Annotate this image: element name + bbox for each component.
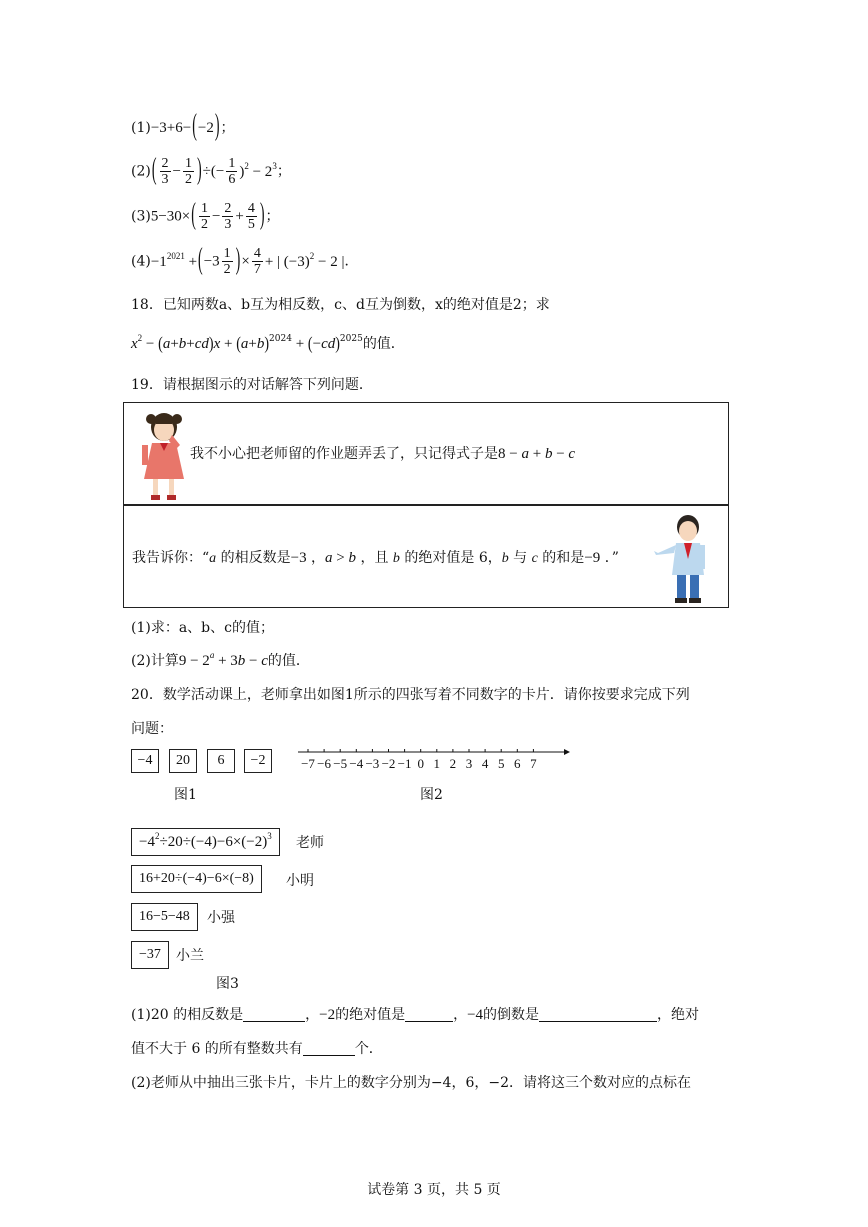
number-line-tick-label: −4 <box>349 756 364 771</box>
fig2-caption: 图2 <box>420 787 443 803</box>
dialog-girl-panel <box>123 402 729 506</box>
q19-part1-text: (1)求：a、b、c的值； <box>131 620 274 636</box>
q20-text-line1: 数学活动课上，老师拿出如图1所示的四张写着不同数字的卡片．请你按要求完成下列 <box>162 687 690 703</box>
q18-expression: $x^2 - (a+b+cd)x + (a+b)^{2024} + (-cd)^{2025}$的值． <box>131 333 405 354</box>
q17-part1-label: (1) <box>131 120 151 136</box>
answer-blank-4[interactable] <box>303 1040 355 1056</box>
q19-text: 请根据图示的对话解答下列问题． <box>162 377 373 393</box>
number-line-tick-label: 7 <box>530 756 537 771</box>
answer-blank-2[interactable] <box>405 1006 453 1022</box>
fig3-caption: 图3 <box>216 976 239 992</box>
q17-part3-label: (3) <box>131 208 151 225</box>
q20-part1-line2-prefix: 值不大于 6 的所有整数共有 <box>131 1041 303 1057</box>
card-1: −4 <box>131 749 159 773</box>
q19-part2-suffix: 的值． <box>267 653 310 669</box>
calc-xiaolan-name: 小兰 <box>176 948 204 964</box>
boy-speech: 我告诉你：“a 的相反数是−3 ，a > b ，且 b 的绝对值是 6，b 与 c 的和是−9 ．” <box>132 550 619 566</box>
q20-text-line2: 问题： <box>131 721 173 737</box>
number-line-tick-label: 0 <box>417 756 424 771</box>
girl-speech: 我不小心把老师留的作业题弄丢了，只记得式子是8 − a + b − c <box>190 446 576 462</box>
calc-xiaoqiang-name: 小强 <box>207 910 235 926</box>
number-line-tick-label: −5 <box>333 756 348 771</box>
card-2: 20 <box>169 749 197 773</box>
q20-part1-line2-suffix: 个． <box>354 1041 383 1057</box>
fig1-caption: 图1 <box>174 787 197 803</box>
q17-part2: (2)( $\frac{2}{3}$ − $\frac{1}{2}$ )÷(− $\frac{1}{6}$ )$^2 - 2^3$； <box>131 153 291 187</box>
number-line-tick-label: 3 <box>465 756 473 771</box>
answer-blank-3[interactable] <box>539 1006 657 1022</box>
q19-part2: (2)计算$9 - 2^a + 3b - c$的值． <box>131 650 310 669</box>
q20-stem-line2 <box>131 718 173 738</box>
q18-stem <box>131 294 550 314</box>
number-line-tick-label: −7 <box>301 756 315 771</box>
q18-text: 已知两数a、b互为相反数，c、d互为倒数，x的绝对值是2；求 <box>162 297 550 313</box>
q20-stem-line1 <box>131 684 690 704</box>
q20-number: 20． <box>131 687 163 703</box>
q20-part2-text: (2)老师从中抽出三张卡片，卡片上的数字分别为−4，6，−2．请将这三个数对应的点标在 <box>131 1075 692 1091</box>
q20-part1-line1: (1)20 的相反数是 ，−2的绝对值是 ，−4的倒数是 ，绝对 <box>131 1007 700 1023</box>
number-line-tick-label: 6 <box>514 756 521 771</box>
calc-teacher-name: 老师 <box>296 835 324 851</box>
q17-part1: (1)−3+6−(−2)； <box>131 110 235 144</box>
dialog-boy-panel <box>123 504 729 608</box>
calc-xiaoming-name: 小明 <box>286 873 314 889</box>
calc-teacher-box: $-4^2\div 20\div(-4)-6\times(-2)^3$ <box>131 828 280 856</box>
q20-part1-line2 <box>131 1038 383 1058</box>
number-line-tick-label: 5 <box>497 756 505 771</box>
q17-part2-label: (2) <box>131 163 151 180</box>
number-line <box>292 744 572 774</box>
number-line-tick-label: 4 <box>481 756 489 771</box>
q17-part3: (3)5−30×( $\frac{1}{2}$ − $\frac{2}{3}$ + $\frac{4}{5}$ )； <box>131 198 280 232</box>
q19-number: 19． <box>131 377 163 393</box>
boy-figure <box>648 509 718 605</box>
q18-number: 18． <box>131 297 163 313</box>
page-footer: 试卷第 3 页，共 5 页 <box>367 1182 501 1198</box>
number-line-tick-label: 1 <box>433 756 441 771</box>
boy-speech-prefix: 我告诉你：“ <box>132 550 210 566</box>
calc-xiaoming-box: 16+20÷(−4)−6×(−8) <box>131 865 262 893</box>
calc-xiaolan-box: −37 <box>131 941 169 969</box>
girl-figure <box>136 405 196 503</box>
number-line-tick-label: −2 <box>381 756 396 771</box>
q19-stem <box>131 374 373 394</box>
q17-part4-label: (4) <box>131 253 151 270</box>
q17-part4: $(4)-1^{2021} +(-3$ $\frac{1}{2}$ )× $\frac{4}{7}$ + | $(-3)^2 - 2$ |． <box>131 243 359 277</box>
number-line-tick-label: 2 <box>449 756 457 771</box>
card-4: −2 <box>244 749 272 773</box>
calc-xiaoqiang-box: 16−5−48 <box>131 903 198 931</box>
girl-speech-text: 我不小心把老师留的作业题弄丢了，只记得式子是 <box>190 446 498 462</box>
q19-part1 <box>131 617 274 637</box>
number-line-tick-label: −6 <box>317 756 332 771</box>
number-line-tick-label: −3 <box>365 756 380 771</box>
card-3: 6 <box>207 749 235 773</box>
number-line-tick-label: −1 <box>397 756 412 771</box>
q20-part2 <box>131 1072 691 1092</box>
answer-blank-1[interactable] <box>243 1006 305 1022</box>
q18-suffix: 的值． <box>362 336 405 352</box>
q19-part2-prefix: (2)计算 <box>131 653 179 669</box>
